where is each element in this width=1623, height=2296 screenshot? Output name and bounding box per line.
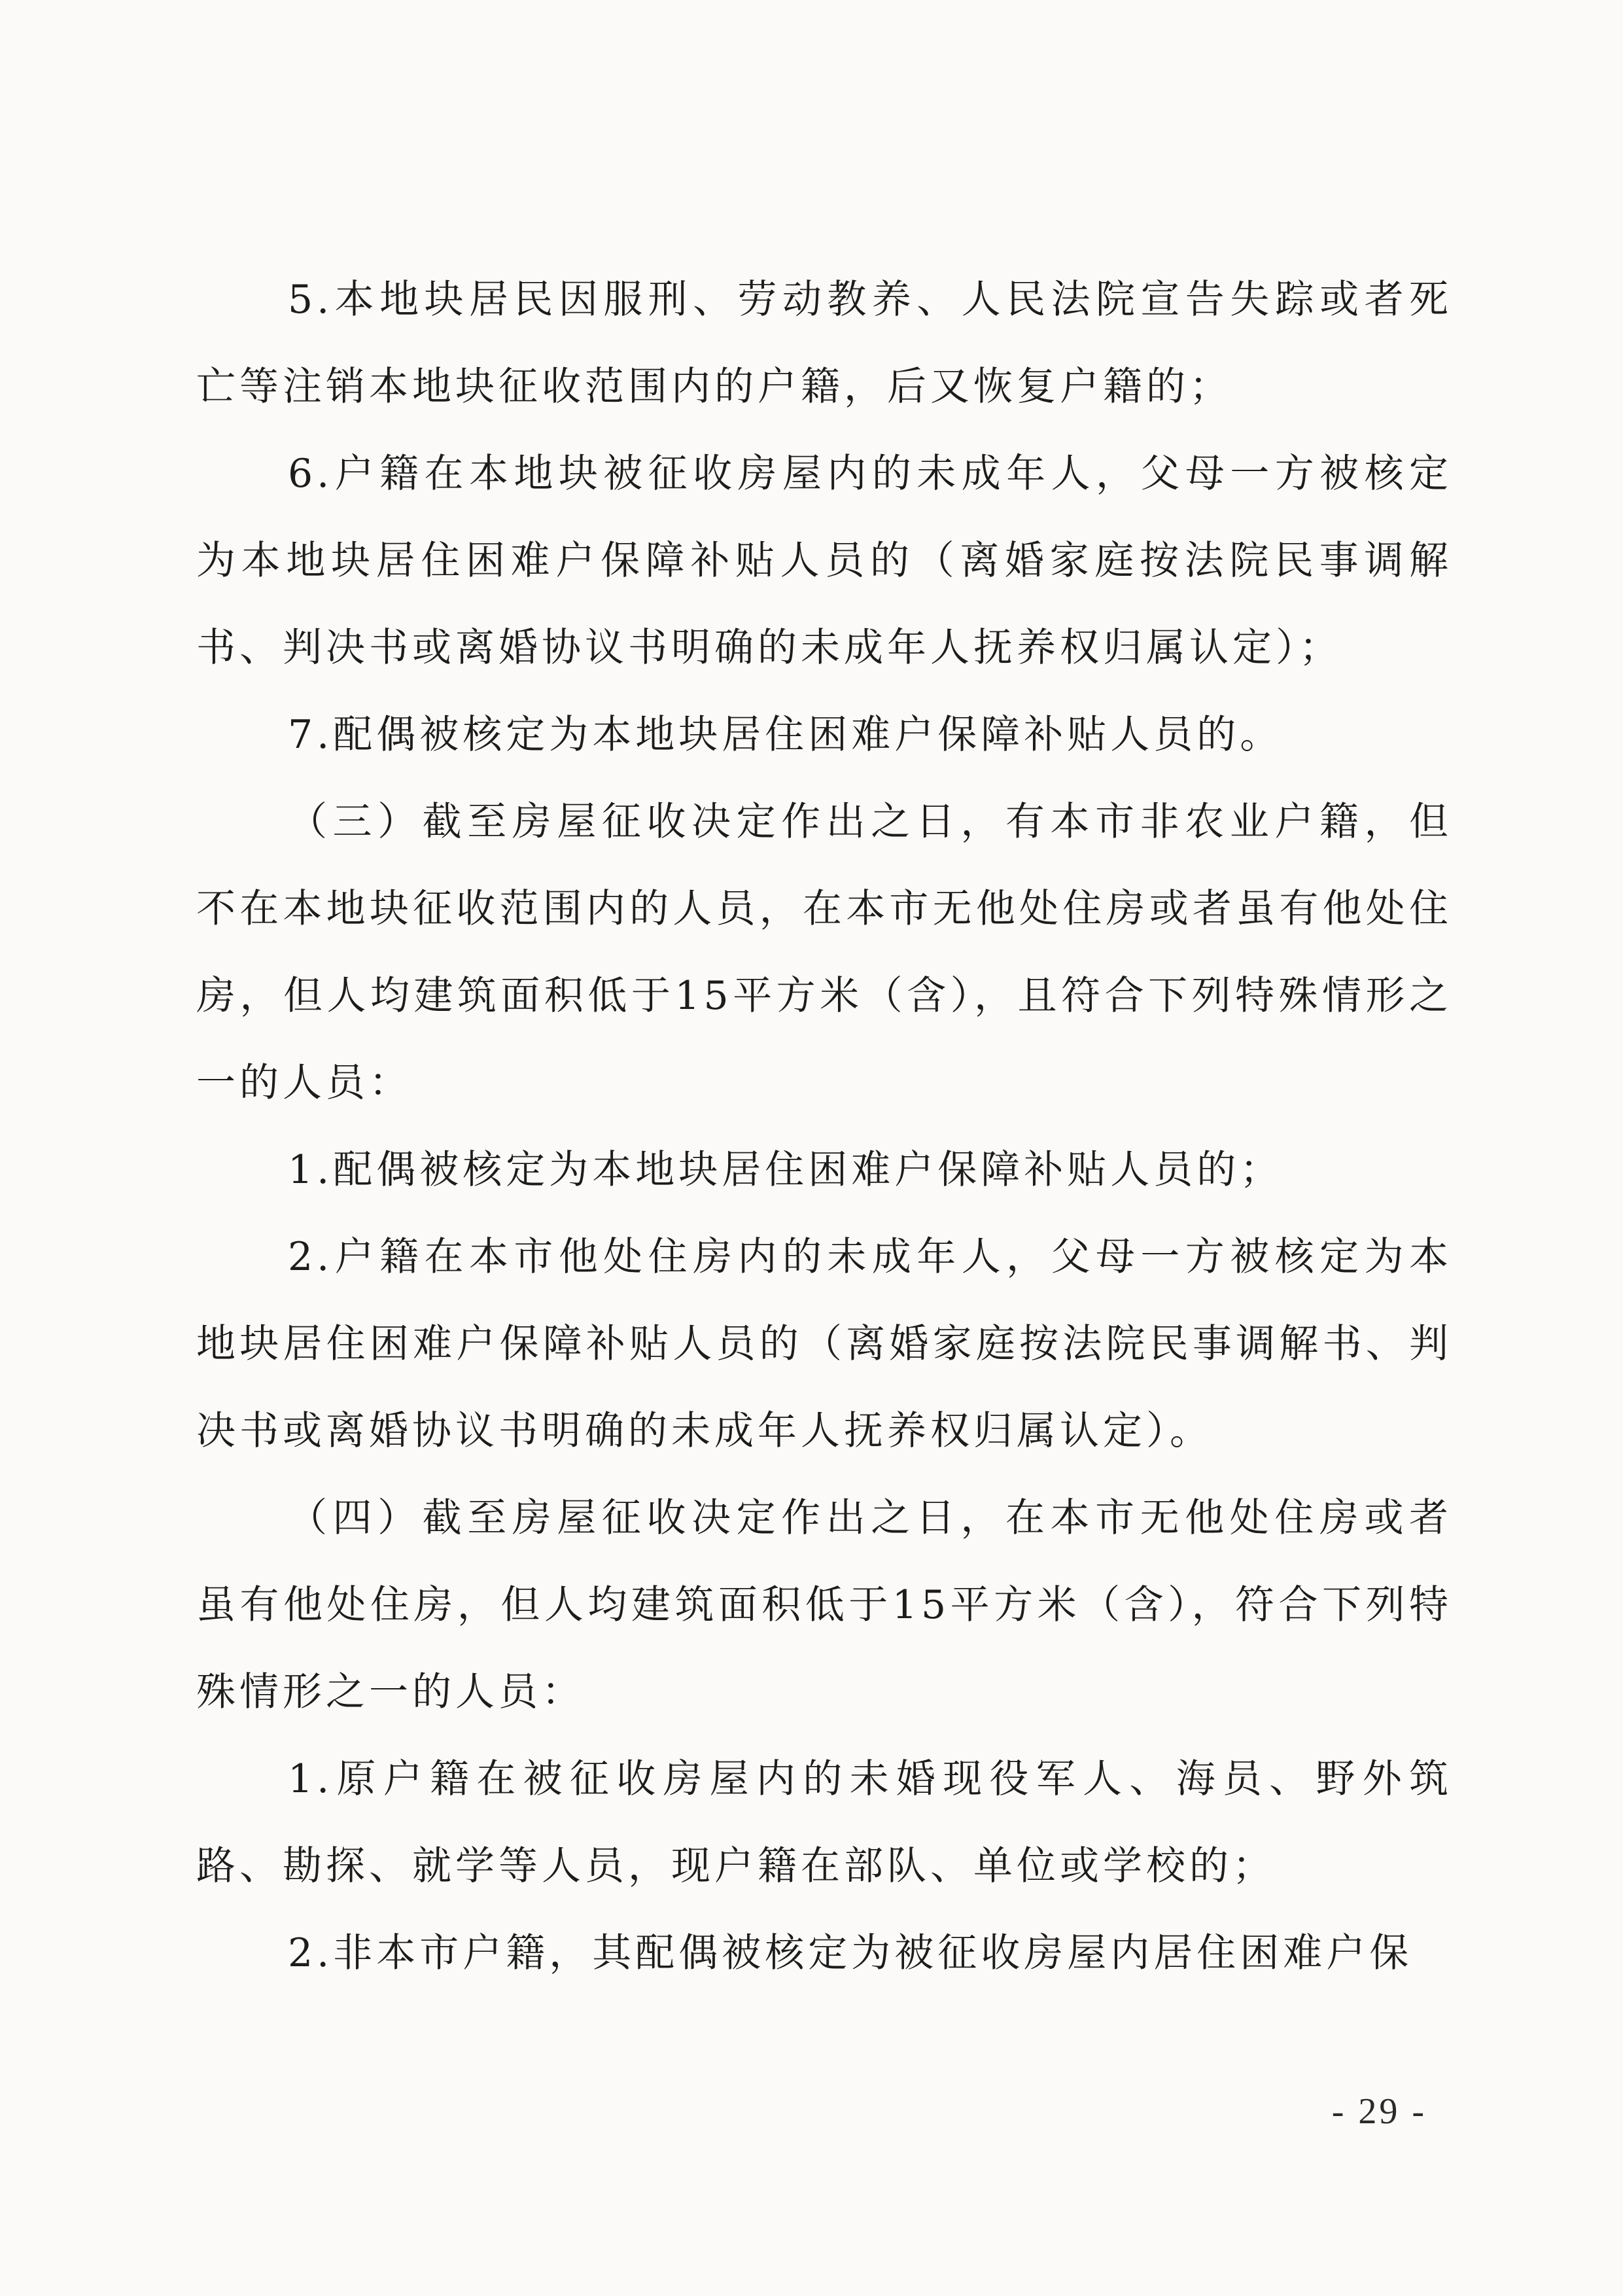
paragraph-item-7: 7.配偶被核定为本地块居住困难户保障补贴人员的。 (288, 712, 1283, 758)
paragraph-item-6: 6.户籍在本地块被征收房屋内的未成年人，父母一方被核定为本地块居住困难户保障补贴人员的（离婚家庭按法院民事调解书、判决书或离婚协议书明确的未成年人抚养权归属认定）； (196, 451, 1452, 671)
paragraph-section-3-item-2: 2.户籍在本市他处住房内的未成年人，父母一方被核定为本地块居住困难户保障补贴人员的（离婚家庭按法院民事调解书、判决书或离婚协议书明确的未成年人抚养权归属认定）。 (196, 1234, 1452, 1454)
paragraph-section-4-item-2: 2.非本市户籍，其配偶被核定为被征收房屋内居住困难户保 (288, 1930, 1413, 1976)
paragraph-section-3: （三）截至房屋征收决定作出之日，有本市非农业户籍，但不在本地块征收范围内的人员，在本市无他处住房或者虽有他处住房，但人均建筑面积低于15平方米（含），且符合下列特殊情形之一的人员： (196, 799, 1452, 1106)
page-number: - 29 - (1331, 2091, 1427, 2132)
paragraph-section-3-item-1: 1.配偶被核定为本地块居住困难户保障补贴人员的； (288, 1147, 1283, 1193)
paragraph-section-4: （四）截至房屋征收决定作出之日，在本市无他处住房或者虽有他处住房，但人均建筑面积低于15平方米（含），符合下列特殊情形之一的人员： (196, 1495, 1452, 1715)
paragraph-section-4-item-1: 1.原户籍在被征收房屋内的未婚现役军人、海员、野外筑路、勘探、就学等人员，现户籍在部队、单位或学校的； (196, 1756, 1452, 1889)
paragraph-item-5: 5.本地块居民因服刑、劳动教养、人民法院宣告失踪或者死亡等注销本地块征收范围内的户籍，后又恢复户籍的； (196, 277, 1452, 410)
document-body (196, 256, 1452, 1997)
